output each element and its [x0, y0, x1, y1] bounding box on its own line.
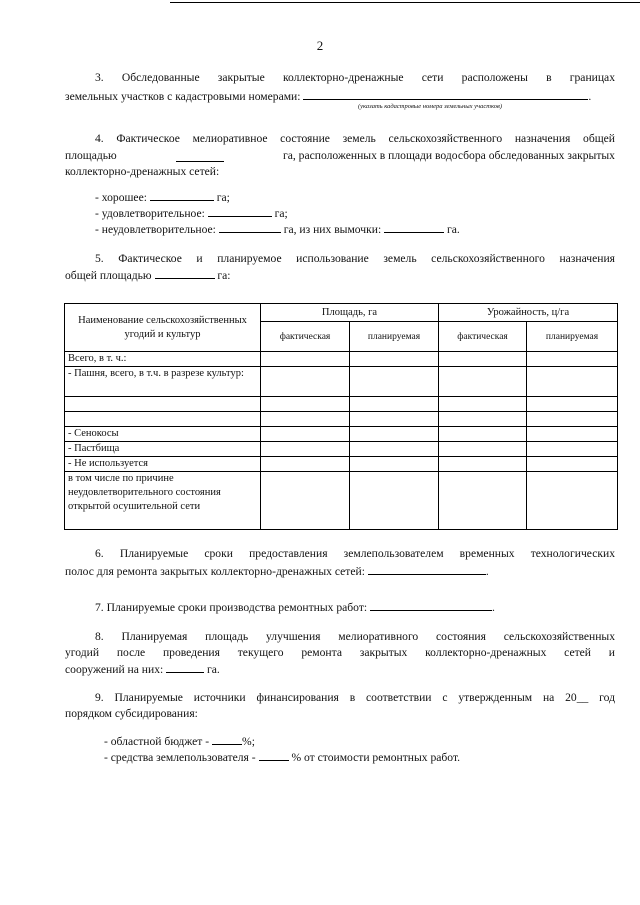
header-area-planned: планируемая [350, 322, 439, 352]
wash-field[interactable] [384, 221, 444, 233]
row-label: - Не используется [65, 457, 261, 472]
header-yield-actual: фактическая [439, 322, 527, 352]
table-row [65, 352, 618, 367]
row-label: - Пастбища [65, 442, 261, 457]
section8-line2: угодий после проведения текущего ремонта закрытых коллекторно-дренажных сетей и [65, 646, 615, 659]
table-row [65, 472, 618, 530]
funding-user: - средства землепользователя - % от стоимости ремонтных работ. [104, 751, 461, 764]
cadastral-note: (указать кадастровые номера земельных участков) [357, 103, 502, 110]
strips-term-field[interactable] [368, 563, 486, 575]
table-row [65, 412, 618, 427]
section9-line2: порядком субсидирования: [65, 707, 198, 720]
repair-term-field[interactable] [370, 599, 492, 611]
section3-line1: 3. Обследованные закрытые коллекторно-дренажные сети расположены в границах [95, 71, 615, 84]
user-percent-field[interactable] [259, 749, 289, 761]
table-row [65, 427, 618, 442]
row-label: Всего, в т. ч.: [65, 352, 261, 367]
section4-area-text: га, расположенных в площади водосбора обследованных закрытых [282, 149, 615, 162]
section8-line1: 8. Планируемая площадь улучшения мелиоративного состояния сельскохозяйственных [95, 630, 615, 643]
header-yield: Урожайность, ц/га [439, 304, 618, 322]
unsatisfactory-field[interactable] [219, 221, 281, 233]
state-unsatisfactory: - неудовлетворительное: га, из них вымочки: га. [95, 223, 460, 236]
section4-line1: 4. Фактическое мелиоративное состояние земель сельскохозяйственного назначения общей [95, 132, 615, 145]
section8-line3: сооружений на них: га. [65, 663, 220, 676]
section9-line1: 9. Планируемые источники финансирования в соответствии с утвержденным на 20__ год [95, 691, 615, 704]
row-label: - Пашня, всего, в т.ч. в разрезе культур: [65, 367, 261, 397]
section6-line1: 6. Планируемые сроки предоставления землепользователем временных технологических [95, 547, 615, 560]
row-label[interactable] [65, 397, 261, 412]
table-row [65, 397, 618, 412]
top-rule [170, 2, 640, 3]
table-row [65, 457, 618, 472]
header-yield-planned: планируемая [527, 322, 618, 352]
table-row [65, 442, 618, 457]
table-row [65, 367, 618, 397]
satisfactory-field[interactable] [208, 205, 272, 217]
row-label[interactable] [65, 412, 261, 427]
section6-line2: полос для ремонта закрытых коллекторно-дренажных сетей: . [65, 565, 489, 578]
area-field[interactable] [176, 150, 224, 162]
funding-regional: - областной бюджет - %; [104, 735, 255, 748]
regional-percent-field[interactable] [212, 733, 242, 745]
header-area: Площадь, га [261, 304, 439, 322]
row-label: - Сенокосы [65, 427, 261, 442]
section3-label: земельных участков с кадастровыми номерами: [65, 90, 301, 103]
row-label: в том числе по причине неудовлетворительного состояния открытой осушительной сети [65, 472, 261, 530]
header-name: Наименование сельскохозяйственных угодий и культур [65, 304, 261, 352]
total-area-field[interactable] [155, 267, 215, 279]
section3-line2: земельных участков с кадастровыми номерами: . [65, 90, 592, 103]
improved-area-field[interactable] [166, 661, 204, 673]
header-area-actual: фактическая [261, 322, 350, 352]
section5-line1: 5. Фактическое и планируемое использование земель сельскохозяйственного назначения [95, 252, 615, 265]
section4-area-label: площадью [65, 149, 117, 162]
state-satisfactory: - удовлетворительное: га; [95, 207, 288, 220]
section5-line2: общей площадью га: [65, 269, 231, 282]
section4-line2 [65, 148, 615, 164]
section7-line1: 7. Планируемые сроки производства ремонтных работ: . [95, 601, 495, 614]
state-good: - хорошее: га; [95, 191, 230, 204]
section4-line3: коллекторно-дренажных сетей: [65, 165, 220, 178]
cadastral-field[interactable] [303, 88, 588, 100]
page-number: 2 [316, 38, 324, 53]
good-field[interactable] [150, 189, 214, 201]
land-use-table [64, 303, 618, 530]
